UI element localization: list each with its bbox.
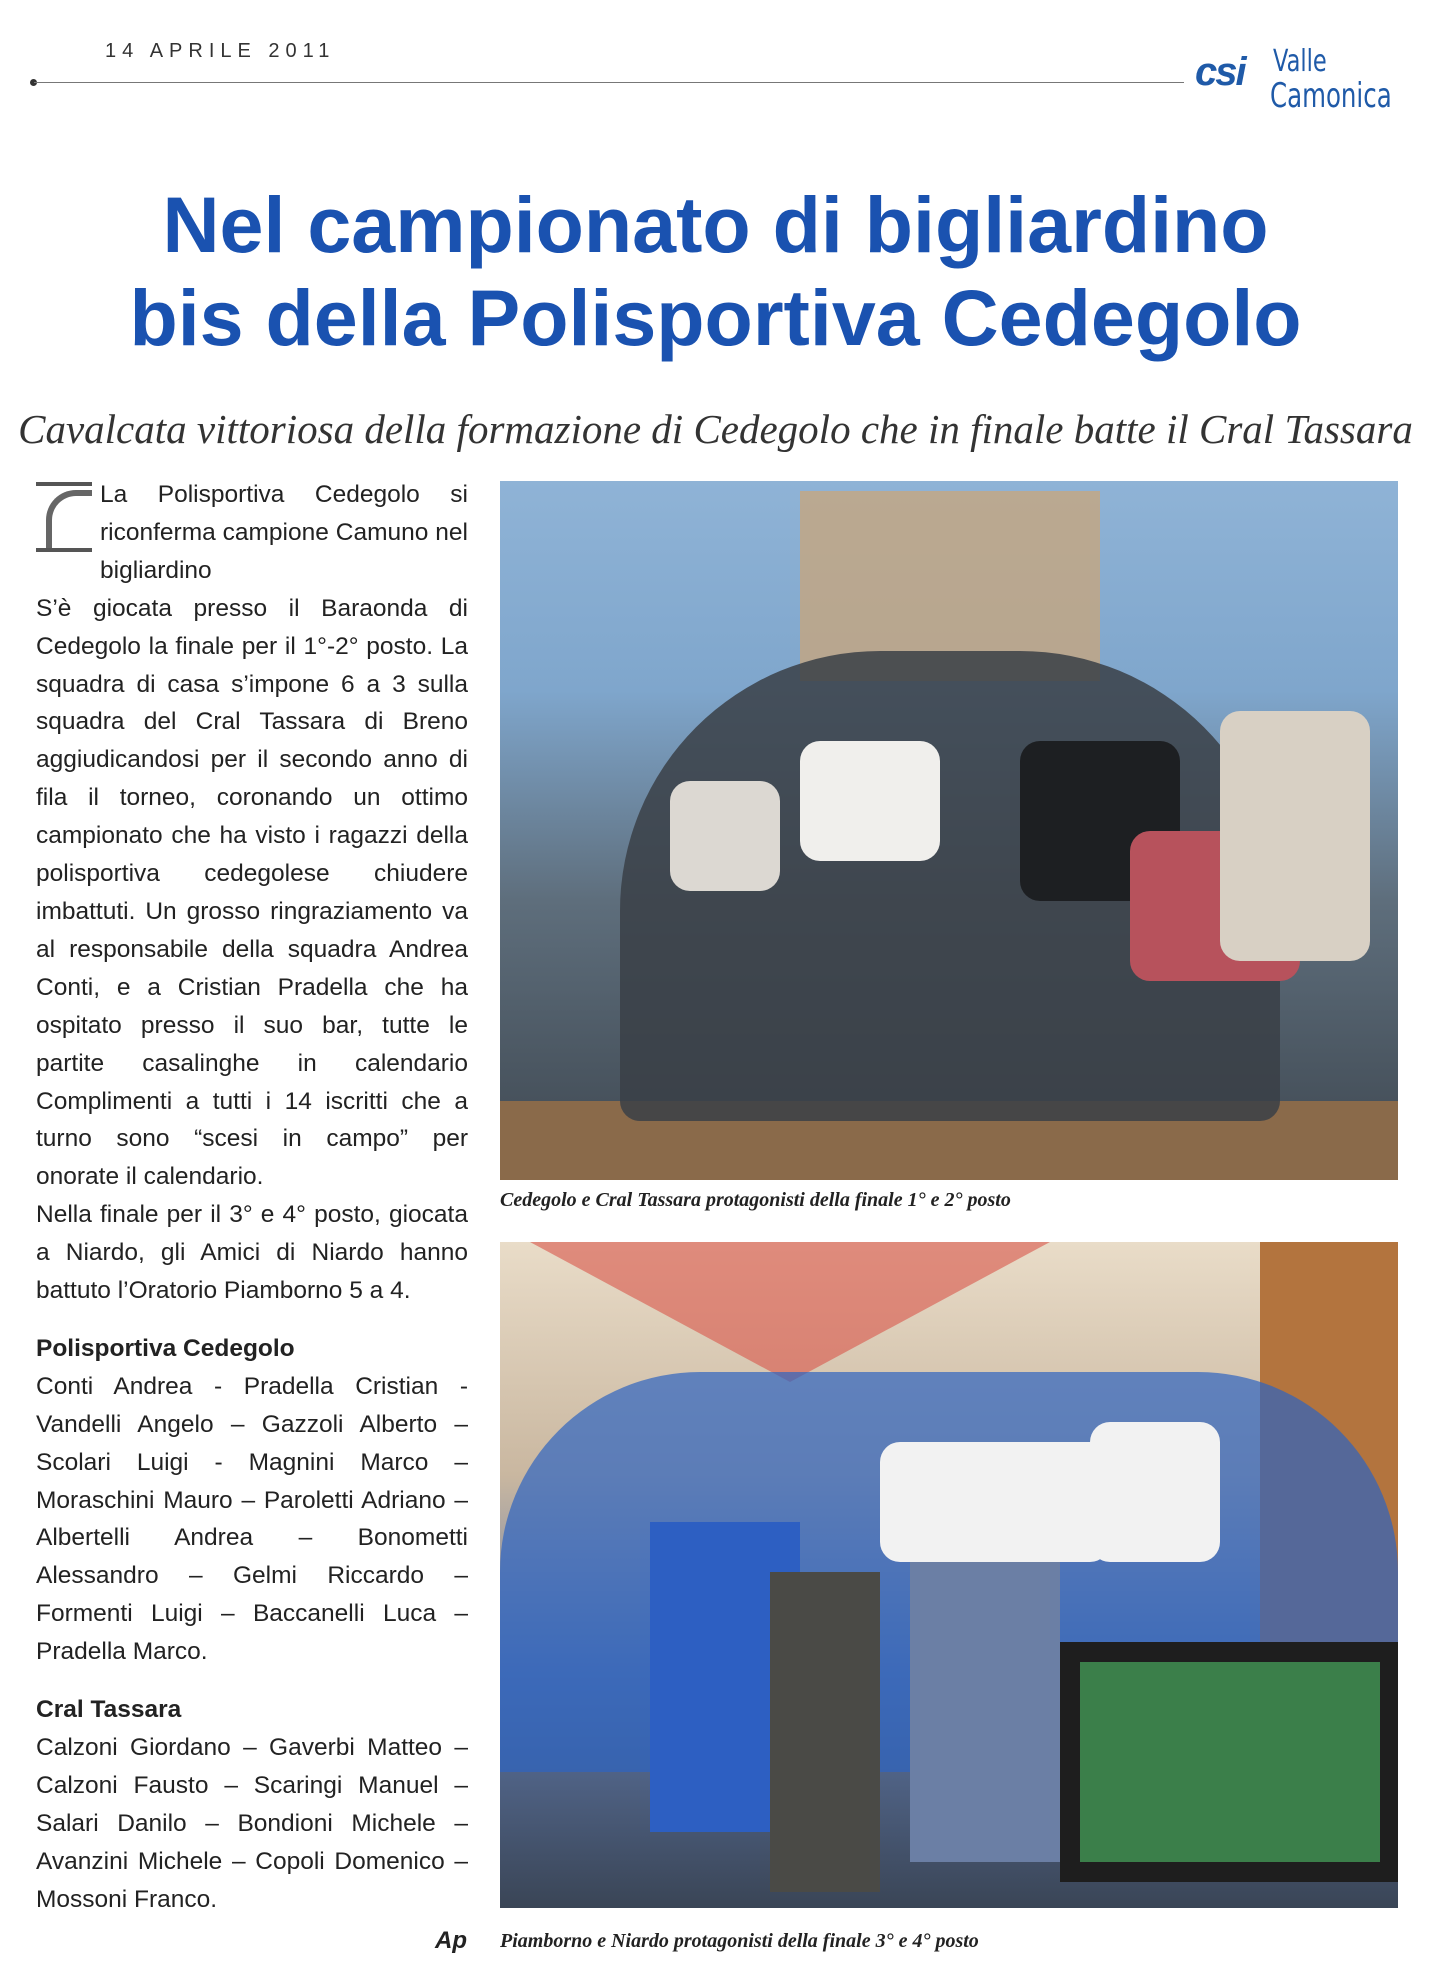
csi-valle-camonica-logo <box>1195 42 1405 122</box>
team-name: Cral Tassara <box>36 1696 182 1724</box>
body-paragraph: S’è giocata presso il Baraonda di Cedegolo la finale per il 1°-2° posto. La squadra di casa s’impone 6 a 3 sulla squadra del Cral Tassara di Breno aggiudicandosi per il secondo anno di fila il torneo, coronando un ottimo campionato che ha visto i ragazzi della polisportiva cedegolese chiudere imbattuti. Un grosso ringraziamento va al responsabile della squadra Andrea Conti, e a Cristian Pradella che ha ospitato presso il suo bar, tutte le partite casalinghe in calendario Complimenti a tutti i 14 iscritti che a turno sono “scesi in campo” per onorate il calendario. <box>36 594 468 1191</box>
article-headline <box>0 178 1431 364</box>
team-name: Polisportiva Cedegolo <box>36 1334 295 1362</box>
author-initials: Ap <box>435 1927 467 1954</box>
headline-line-1: Nel campionato di bigliardino <box>162 180 1269 269</box>
photo-caption: Piamborno e Niardo protagonisti della finale 3° e 4° posto <box>500 1930 979 1952</box>
logo-mark: csi <box>1195 50 1245 94</box>
body-paragraph-final: Nella finale per il 3° e 4° posto, giocata a Niardo, gli Amici di Niardo hanno battuto l’Oratorio Piamborno 5 a 4. <box>36 1201 468 1305</box>
intro-block <box>36 476 468 590</box>
team-photo-cedegolo-cral-tassara <box>500 481 1398 1180</box>
intro-paragraph: La Polisportiva Cedegolo si riconferma campione Camuno nel bigliardino <box>100 481 468 584</box>
headline-line-2: bis della Polisportiva Cedegolo <box>129 273 1302 362</box>
article-subtitle: Cavalcata vittoriosa della formazione di Cedegolo che in finale batte il Cral Tassara <box>18 406 1413 452</box>
team-photo-piamborno-niardo <box>500 1242 1398 1908</box>
article-body <box>36 476 468 1919</box>
team-members: Conti Andrea - Pradella Cristian - Vandelli Angelo – Gazzoli Alberto – Scolari Luigi - Magnini Marco – Moraschini Mauro – Paroletti Adriano –Albertelli Andrea – Bonometti Alessandro – Gelmi Riccardo – Formenti Luigi – Baccanelli Luca – Pradella Marco. <box>36 1372 468 1666</box>
issue-date: 14 APRILE 2011 <box>105 40 336 62</box>
logo-line-1: Valle <box>1273 44 1327 79</box>
photo-caption: Cedegolo e Cral Tassara protagonisti della finale 1° e 2° posto <box>500 1189 1011 1211</box>
csi-drop-icon <box>36 482 92 554</box>
logo-line-2: Camonica <box>1270 76 1392 116</box>
header-rule <box>34 82 1184 83</box>
team-members: Calzoni Giordano – Gaverbi Matteo – Calzoni Fausto – Scaringi Manuel – Salari Danilo – Bondioni Michele – Avanzini Michele – Copoli Domenico – Mossoni Franco. <box>36 1734 468 1913</box>
